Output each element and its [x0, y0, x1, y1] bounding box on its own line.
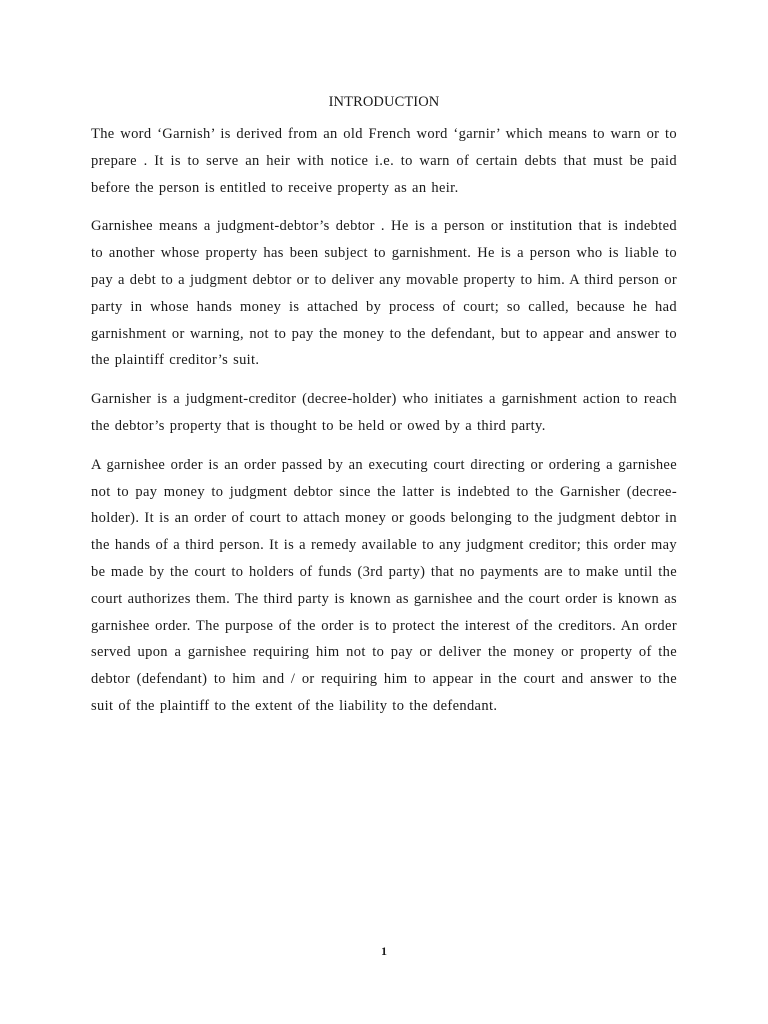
- paragraph-garnishee-definition: Garnishee means a judgment-debtor’s debtor . He is a person or institution that is indebted to another whose property has been subject to garnishment. He is a person who is liable to pay a debt to a judgment debtor or to deliver any movable property to him. A third person or party in whose hands money is attached by process of court; so called, because he had garnishment or warning, not to pay the money to the defendant, but to appear and answer to the plaintiff creditor’s suit.: [91, 218, 677, 369]
- page-number: 1: [381, 944, 387, 958]
- document-body: [91, 121, 677, 732]
- paragraph-garnisher-definition: Garnisher is a judgment-creditor (decree-holder) who initiates a garnishment action to reach the debtor’s property that is thought to be held or owed by a third party.: [91, 391, 677, 434]
- page-heading: INTRODUCTION: [328, 94, 440, 110]
- paragraph-garnishee-order: A garnishee order is an order passed by an executing court directing or ordering a garnishee not to pay money to judgment debtor since the latter is indebted to the Garnisher (decree-holder). It is an order of court to attach money or goods belonging to the judgment debtor in the hands of a third person. It is a remedy available to any judgment creditor; this order may be made by the court to holders of funds (3rd party) that no payments are to make until the court authorizes them. The third party is known as garnishee and the court order is known as garnishee order. The purpose of the order is to protect the interest of the creditors. An order served upon a garnishee requiring him not to pay or deliver the money or property of the debtor (defendant) to him and / or requiring him to appear in the court and answer to the suit of the plaintiff to the extent of the liability to the defendant.: [91, 456, 677, 714]
- paragraph-garnish-definition: The word ‘Garnish’ is derived from an old French word ‘garnir’ which means to warn or to prepare . It is to serve an heir with notice i.e. to warn of certain debts that must be paid before the person is entitled to receive property as an heir.: [91, 126, 677, 196]
